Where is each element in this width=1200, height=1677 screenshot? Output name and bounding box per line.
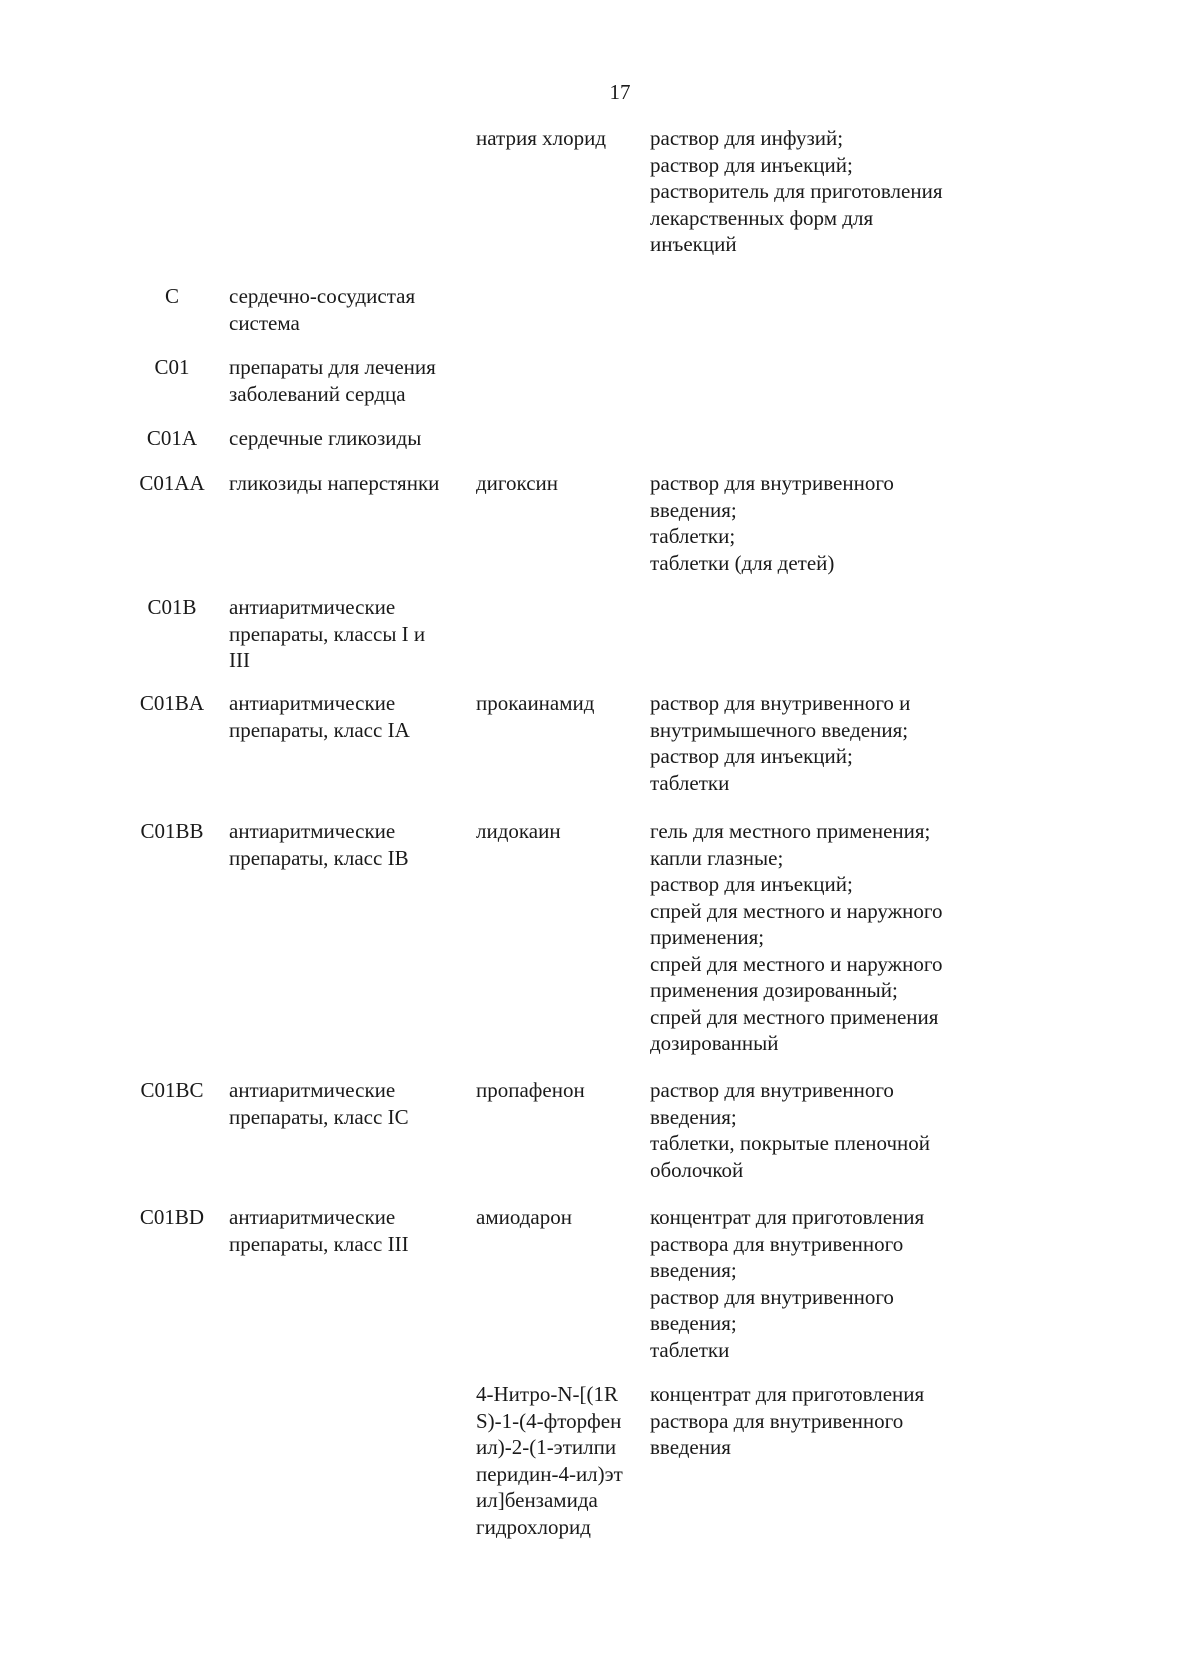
drug-name: натрия хлорид [476, 126, 606, 150]
group-name: антиаритмические препараты, класс IC [229, 1078, 409, 1129]
drug-name: амиодарон [476, 1205, 572, 1229]
group-name: сердечно-сосудистая система [229, 284, 416, 335]
dosage-forms: концентрат для приготовления раствора для внутривенного введения [650, 1382, 925, 1459]
dosage-forms: раствор для внутривенного введения; таблетки; таблетки (для детей) [650, 471, 894, 575]
drug-name: 4-Нитро-N-[(1R S)-1-(4-фторфен ил)-2-(1-этилпи перидин-4-ил)эт ил]бензамида гидрохлорид [476, 1382, 623, 1539]
atc-code: C01BC [140, 1078, 204, 1102]
drug-name: пропафенон [476, 1078, 585, 1102]
group-name: сердечные гликозиды [229, 426, 422, 450]
group-name: антиаритмические препараты, класс IB [229, 819, 409, 870]
drug-name: прокаинамид [476, 691, 595, 715]
dosage-forms: раствор для внутривенного и внутримышечного введения; раствор для инъекций; таблетки [650, 691, 911, 795]
atc-code: C01B [147, 595, 197, 619]
atc-code: C01BA [139, 691, 205, 715]
dosage-forms: раствор для инфузий; раствор для инъекций; растворитель для приготовления лекарственных форм для инъекций [650, 126, 943, 256]
atc-code: C [164, 284, 179, 308]
atc-code: C01A [146, 426, 198, 450]
atc-code: C01BB [140, 819, 204, 843]
group-name: антиаритмические препараты, класс IA [229, 691, 410, 742]
dosage-forms: раствор для внутривенного введения; таблетки, покрытые пленочной оболочкой [650, 1078, 931, 1182]
group-name: антиаритмические препараты, классы I и III [229, 595, 426, 672]
group-name: гликозиды наперстянки [229, 471, 440, 495]
dosage-forms: гель для местного применения; капли глазные; раствор для инъекций; спрей для местного и наружного применения; спрей для местного и наружного применения дозированный; спрей для местного применения дозированный [650, 819, 943, 1055]
atc-code: C01 [154, 355, 190, 379]
drug-name: лидокаин [476, 819, 561, 843]
dosage-forms: концентрат для приготовления раствора для внутривенного введения; раствор для внутривенного введения; таблетки [650, 1205, 925, 1362]
atc-code: C01BD [139, 1205, 205, 1229]
drug-name: дигоксин [476, 471, 558, 495]
atc-code: C01AA [139, 471, 205, 495]
group-name: препараты для лечения заболеваний сердца [229, 355, 436, 406]
group-name: антиаритмические препараты, класс III [229, 1205, 409, 1256]
page-number: 17 [609, 80, 631, 104]
